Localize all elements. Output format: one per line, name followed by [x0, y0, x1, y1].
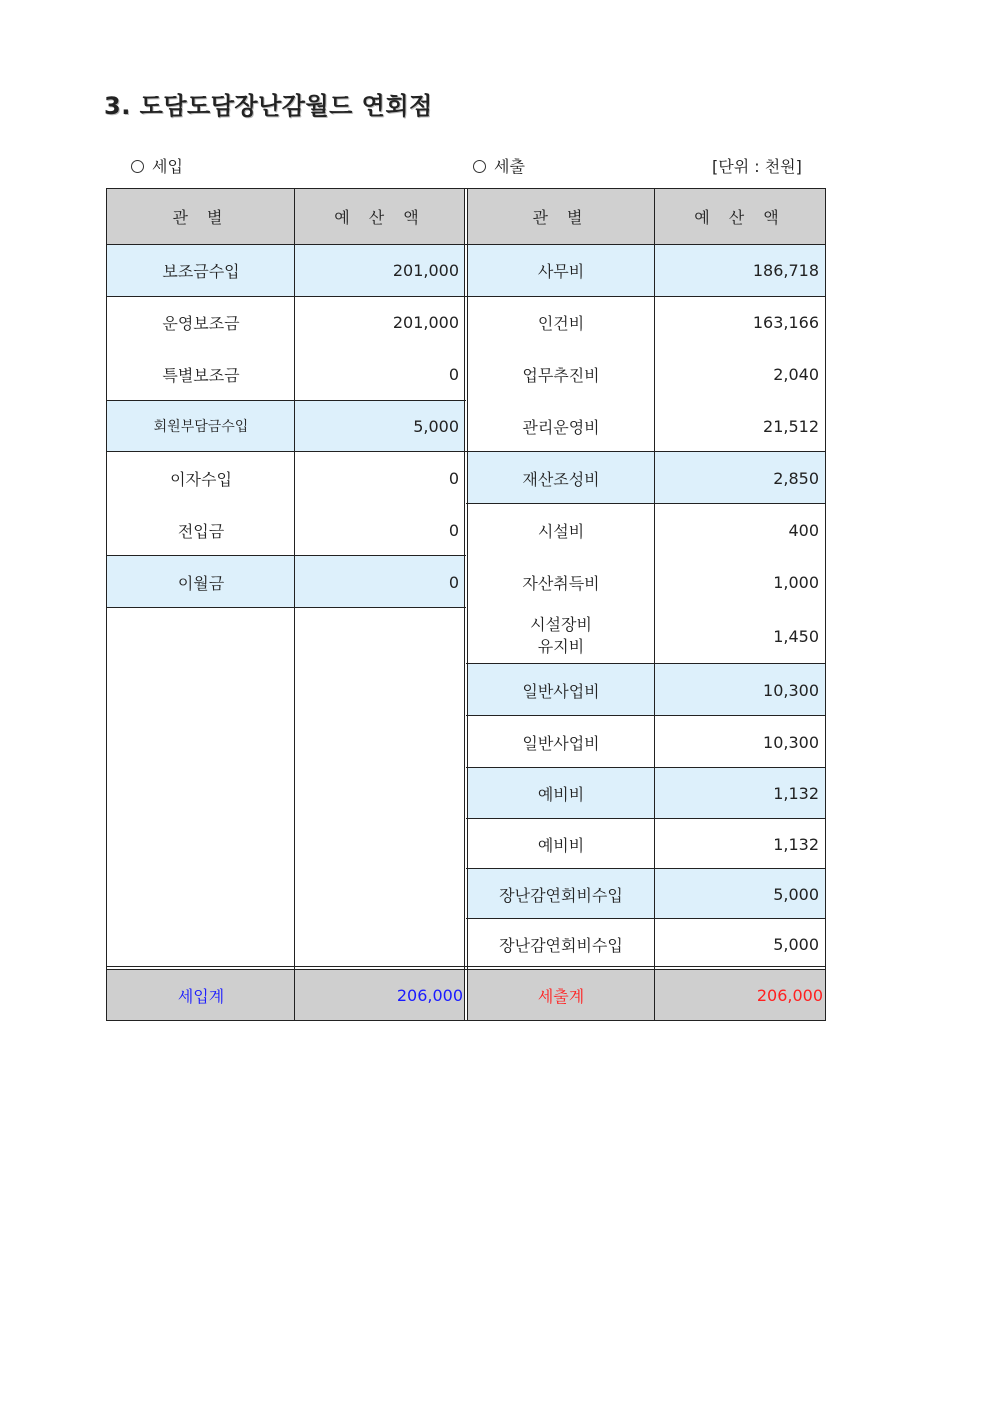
expense-row-name: 예비비 — [467, 768, 655, 819]
expense-row-name: 장난감연회비수입 — [499, 935, 623, 955]
table-border — [106, 607, 466, 608]
table-border — [466, 663, 826, 664]
income-caption — [131, 154, 183, 177]
table-border — [106, 451, 466, 452]
expense-row-name: 장난감연회비수입 — [467, 869, 655, 919]
expense-total-label: 세출계 — [467, 970, 655, 1021]
expense-row-value: 10,300 — [655, 664, 825, 716]
table-border — [106, 1020, 466, 1021]
income-row-value: 0 — [448, 468, 459, 488]
table-border — [466, 1020, 826, 1021]
table-border — [466, 818, 826, 819]
table-border — [466, 503, 826, 504]
expense-row-name: 업무추진비 — [522, 365, 600, 385]
table-border — [106, 188, 107, 1021]
table-border — [466, 868, 826, 869]
expense-total-value: 206,000 — [655, 970, 825, 1021]
table-border — [106, 555, 466, 556]
expense-row-value: 10,300 — [763, 732, 819, 752]
table-border — [106, 296, 466, 297]
income-row-value: 5,000 — [295, 400, 465, 452]
expense-row-name: 관리운영비 — [522, 417, 600, 437]
income-row-name: 특별보조금 — [162, 365, 240, 385]
expense-row-value: 2,040 — [773, 364, 819, 384]
expense-row-value: 1,132 — [773, 834, 819, 854]
income-total-value: 206,000 — [295, 970, 465, 1021]
table-border — [825, 188, 826, 1021]
table-border — [654, 188, 655, 1021]
table-border — [466, 715, 826, 716]
expense-row-value: 5,000 — [655, 869, 825, 919]
table-border — [466, 188, 826, 189]
table-border — [464, 188, 465, 1021]
expense-caption-label: 세출 — [494, 157, 525, 176]
circle-icon — [473, 160, 486, 173]
table-border — [466, 451, 826, 452]
income-row-value: 0 — [295, 556, 465, 608]
expense-row-name: 일반사업비 — [467, 664, 655, 716]
expense-row-value: 186,718 — [655, 244, 825, 296]
income-row-name: 전입금 — [177, 521, 225, 541]
expense-row-value: 1,132 — [655, 768, 825, 819]
circle-icon — [131, 160, 144, 173]
expense-row-value: 5,000 — [773, 934, 819, 954]
expense-row-value: 400 — [788, 520, 819, 540]
table-border — [106, 188, 466, 189]
table-border — [294, 188, 295, 1021]
unit-label: [단위 : 천원] — [712, 157, 802, 176]
income-row-name: 이자수입 — [170, 469, 232, 489]
expense-row-name: 시설장비 유지비 — [530, 615, 592, 656]
expense-row-name: 일반사업비 — [522, 733, 600, 753]
table-border — [467, 188, 468, 1021]
expense-budget-header: 예 산 액 — [655, 188, 825, 244]
expense-row-name: 예비비 — [537, 835, 585, 855]
expense-row-value: 21,512 — [763, 416, 819, 436]
table-border — [466, 918, 826, 919]
income-total-label: 세입계 — [107, 970, 295, 1021]
expense-row-value: 1,450 — [773, 626, 819, 646]
table-border — [106, 244, 466, 245]
table-border — [466, 296, 826, 297]
income-category-header: 관 별 — [107, 188, 295, 244]
income-row-value: 0 — [448, 364, 459, 384]
table-double-border — [106, 966, 466, 970]
page-title: 3. 도담도담장난감월드 연회점 — [104, 92, 433, 120]
income-row-name: 이월금 — [107, 556, 295, 608]
income-row-name: 운영보조금 — [162, 313, 240, 333]
expense-row-value: 2,850 — [655, 452, 825, 504]
expense-category-header: 관 별 — [467, 188, 655, 244]
table-border — [106, 400, 466, 401]
income-budget-header: 예 산 액 — [295, 188, 465, 244]
expense-row-name: 자산취득비 — [522, 573, 600, 593]
table-border — [466, 767, 826, 768]
table-double-border — [466, 966, 826, 970]
expense-row-name: 인건비 — [537, 313, 585, 333]
income-row-name: 보조금수입 — [107, 244, 295, 296]
income-row-value: 201,000 — [392, 312, 459, 332]
expense-row-value: 1,000 — [773, 572, 819, 592]
expense-row-name: 시설비 — [537, 521, 585, 541]
expense-row-value: 163,166 — [752, 312, 819, 332]
expense-row-name: 재산조성비 — [467, 452, 655, 504]
income-row-value: 201,000 — [295, 244, 465, 296]
expense-caption — [473, 154, 525, 177]
table-border — [466, 244, 826, 245]
income-row-value: 0 — [448, 520, 459, 540]
income-row-name: 회원부담금수입 — [107, 400, 295, 452]
income-caption-label: 세입 — [152, 157, 183, 176]
expense-row-name: 사무비 — [467, 244, 655, 296]
